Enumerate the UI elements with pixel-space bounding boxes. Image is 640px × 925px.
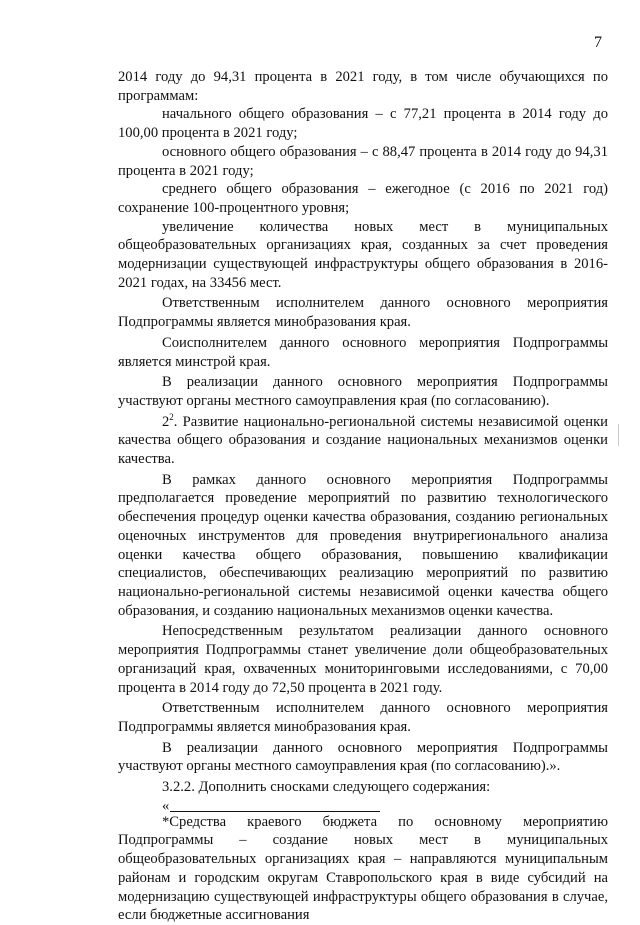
footnote-text: *Средства краевого бюджета по основному мероприятию Подпрограммы – создание новых мест в муниципальных общеобразовательных организациях края – направляются муниципальным районам и городским округам Ставропольского края в виде субсидий на модернизацию существующей инфраструктуры общего образования в случае, если бюджетные ассигнования bbox=[118, 813, 608, 924]
paragraph-participants-2: В реализации данного основного мероприятия Подпрограммы участвуют органы местного самоуправления края (по согласованию).». bbox=[118, 739, 608, 775]
footnote-rule bbox=[170, 811, 380, 812]
paragraph-responsible-executor-2: Ответственным исполнителем данного основного мероприятия Подпрограммы является минобразования края. bbox=[118, 700, 608, 735]
paragraph-continuation: 2014 году до 94,31 процента в 2021 году, в том числе обучающихся по программам: bbox=[118, 69, 608, 104]
paragraph-responsible-executor: Ответственным исполнителем данного основного мероприятия Подпрограммы является минобразования края. bbox=[118, 295, 608, 331]
paragraph-result: Непосредственным результатом реализации данного основного мероприятия Подпрограммы станет увеличение доли общеобразовательных организаций края, охваченных мониторинговыми исследованиями, с 70,00 процента в 2014 году до 72,50 процента в 2021 году. bbox=[118, 623, 608, 696]
item-2-number: 2 bbox=[162, 413, 170, 430]
paragraph-secondary-education: среднего общего образования – ежегодное (с 2016 по 2021 год) сохранение 100-процентного уровня; bbox=[118, 181, 608, 216]
paragraph-primary-education: начального общего образования – с 77,21 процента в 2014 году до 100,00 процента в 2021 году; bbox=[118, 106, 608, 142]
item-2-text: . Развитие национально-региональной системы независимой оценки качества общего образования и создание национальных механизмов оценки качества. bbox=[118, 413, 608, 468]
paragraph-footnotes-instruction: 3.2.2. Дополнить сносками следующего содержания: bbox=[162, 779, 491, 796]
footnote-open-quote: « bbox=[162, 797, 170, 814]
document-body bbox=[118, 68, 608, 925]
paragraph-co-executor: Соисполнителем данного основного мероприятия Подпрограммы является минстрой края. bbox=[118, 334, 608, 370]
footnote-separator bbox=[162, 799, 608, 813]
footnote bbox=[118, 813, 608, 925]
page-number: 7 bbox=[594, 34, 602, 51]
paragraph-activities: В рамках данного основного мероприятия Подпрограммы предполагается проведение мероприятий по развитию технологического обеспечения процедур оценки качества образования, созданию региональных оценочных инструментов для проведения внутрирегионального анализа оценки качества общего образования, повышению квалификации специалистов, обеспечивающих реализацию мероприятий по развитию национально-региональной системы независимой оценки качества общего образования, и созданию национальных механизмов оценки качества. bbox=[118, 471, 608, 619]
paragraph-participants: В реализации данного основного мероприятия Подпрограммы участвуют органы местного самоуправления края (по согласованию). bbox=[118, 374, 608, 409]
item-2-superscript: 2 bbox=[169, 411, 174, 422]
margin-mark bbox=[618, 424, 619, 446]
paragraph-item-2 bbox=[118, 413, 608, 469]
paragraph-basic-education: основного общего образования – с 88,47 процента в 2014 году до 94,31 процента в 2021 году; bbox=[118, 143, 608, 179]
paragraph-new-places: увеличение количества новых мест в муниципальных общеобразовательных организациях края, созданных за счет проведения модернизации существующей инфраструктуры общего образования в 2016-2021 годах, на 33456 мест. bbox=[118, 218, 608, 291]
